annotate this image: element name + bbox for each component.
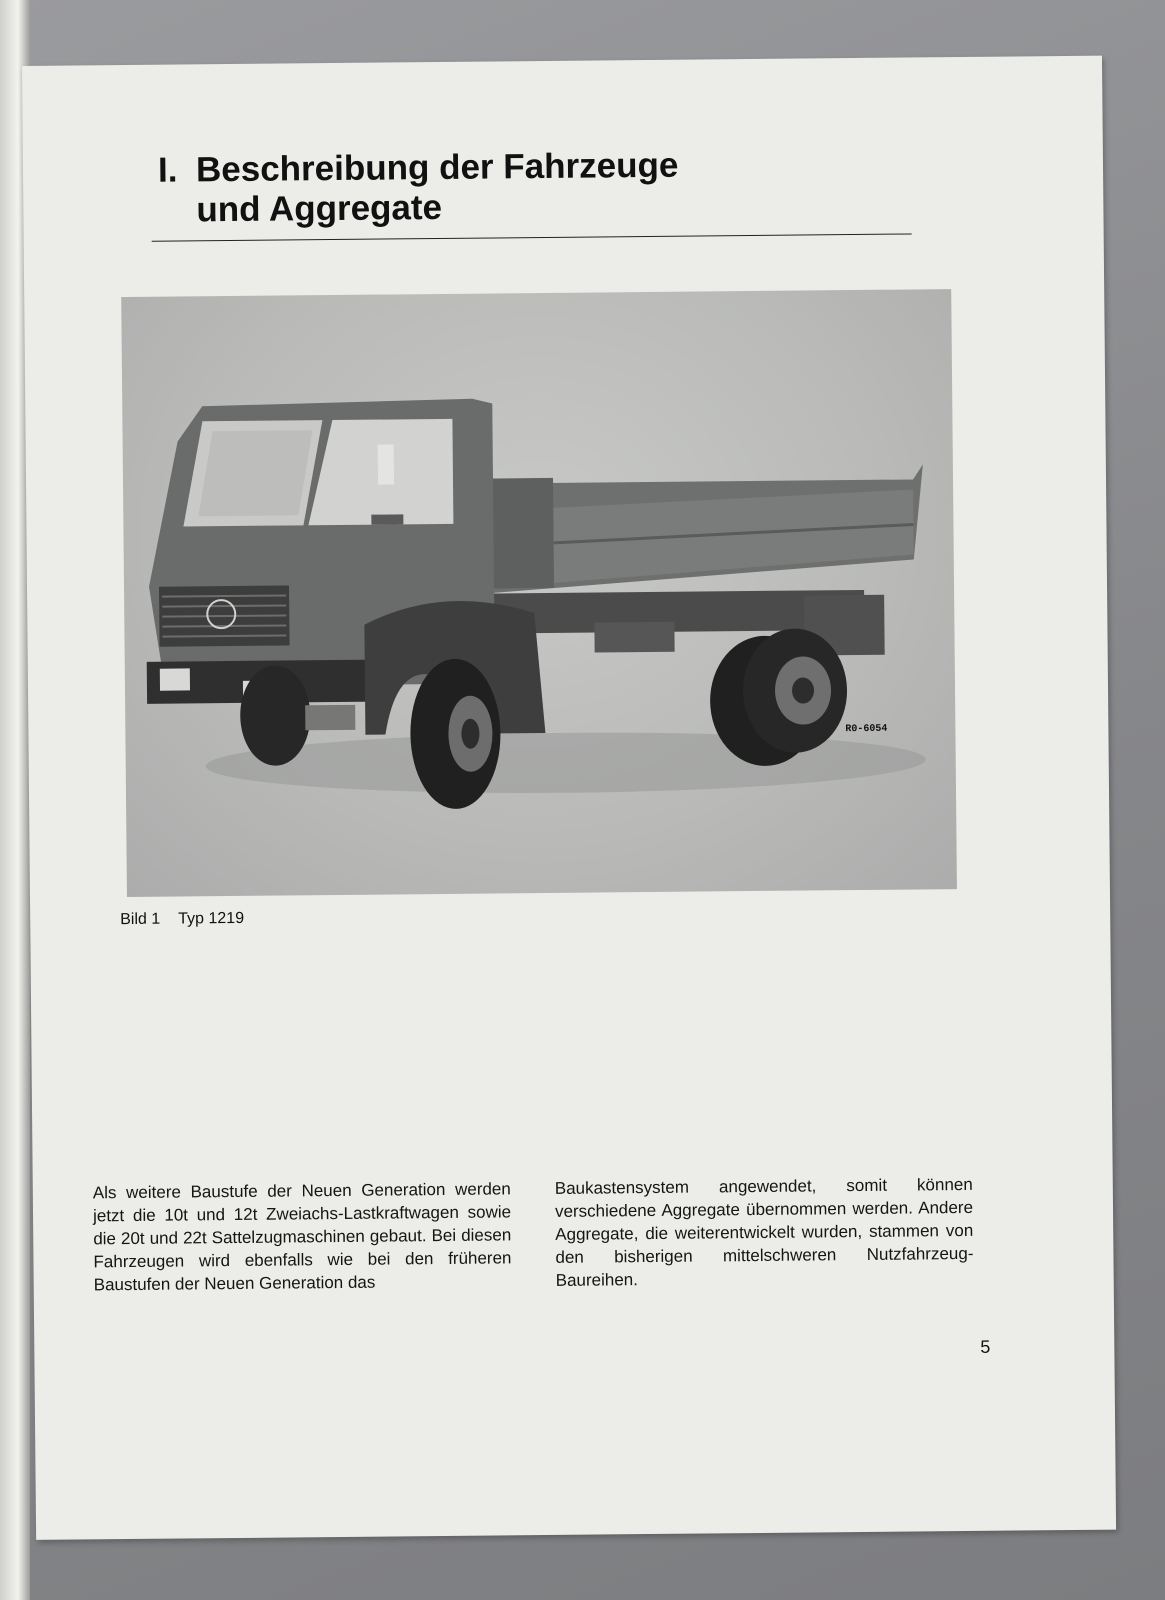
chapter-number: I. [157,150,178,190]
truck-illustration [121,289,957,897]
chapter-title-line2: und Aggregate [196,187,443,230]
photo-reference-code: R0-6054 [845,723,888,736]
figure-caption [120,910,244,929]
body-column-right [555,1173,974,1292]
caption-label: Bild 1 [120,910,161,929]
heading-rule [152,233,912,241]
body-column-left [93,1177,512,1296]
chapter-heading [158,146,679,231]
body-paragraph-left: Als weitere Baustufe der Neuen Generation werden jetzt die 10t und 12t Zweiachs-Lastkraftwagen sowie die 20t und 22t Sattelzugmaschinen gebaut. Bei diesen Fahrzeugen wird ebenfalls wie bei den früheren Baustufen der Neuen Generation das [92,1179,512,1295]
body-paragraph-right: Baukastensystem angewendet, somit können verschiedene Aggregate übernommen werden. Andere Aggregate, die weiterentwickelt wurden, stammen von den bisherigen mittelschweren Nutzfahrzeug-Baureihen. [554,1174,974,1290]
book-page [22,56,1116,1540]
caption-text: Typ 1219 [178,909,245,928]
chapter-title-line1: Beschreibung der Fahrzeuge [195,145,679,190]
truck-photo [121,289,957,897]
page-number: 5 [980,1336,991,1357]
